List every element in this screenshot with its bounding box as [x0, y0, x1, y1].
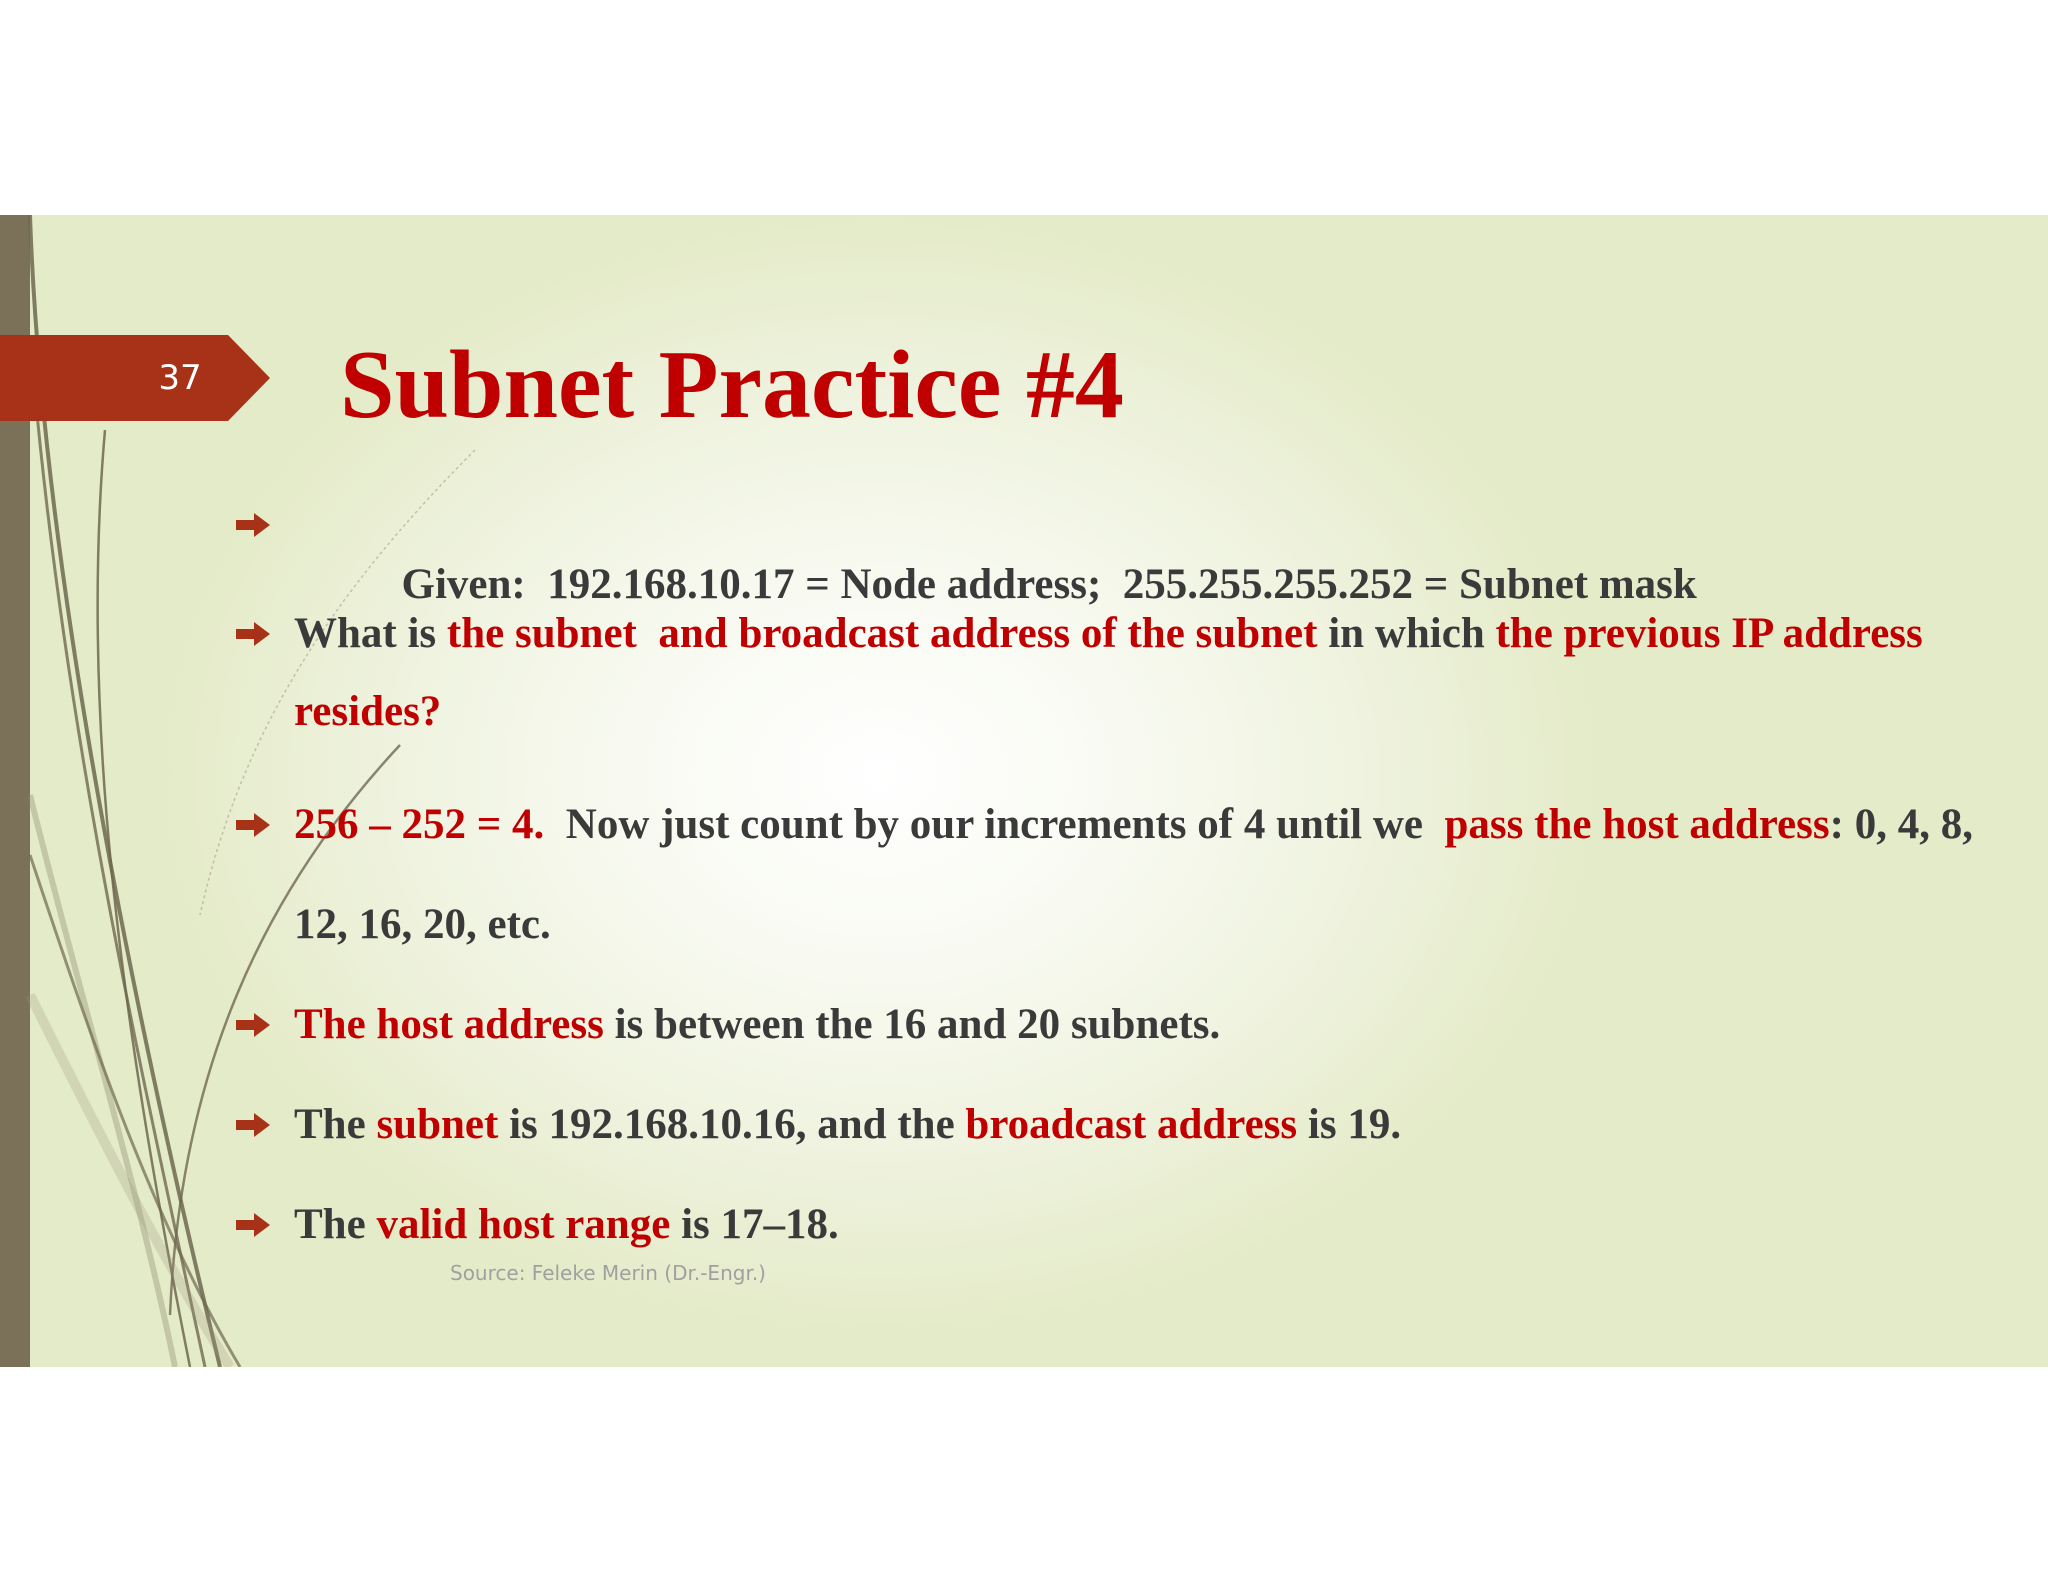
bullet-segment: What is	[294, 610, 447, 657]
bullet-text	[294, 975, 1994, 1075]
bullet-highlight: valid host range	[376, 1201, 671, 1248]
bullet-text	[294, 775, 1994, 975]
bullet-segment: is 19.	[1297, 1101, 1402, 1148]
bullet-text	[294, 1075, 1994, 1175]
bullet-item	[236, 1075, 1996, 1175]
slide-number: 37	[158, 358, 202, 398]
bullet-item	[236, 975, 1996, 1075]
bullet-segment: in which	[1317, 610, 1496, 657]
bullet-item	[236, 775, 1996, 975]
arrow-right-icon	[236, 513, 270, 537]
bullet-highlight: the previous IP address resides?	[294, 610, 1934, 735]
bullet-segment: is 192.168.10.16, and the	[498, 1101, 966, 1148]
slide	[0, 215, 2048, 1367]
source-credit: Source: Feleke Merin (Dr.-Engr.)	[450, 1261, 766, 1285]
bullet-item	[236, 1175, 1996, 1275]
bullet-highlight: the subnet and broadcast address of the subnet	[446, 610, 1318, 657]
arrow-right-icon	[236, 1013, 270, 1037]
bullet-item	[236, 495, 1996, 608]
bullet-segment: The	[294, 1201, 377, 1248]
bullet-segment: : 0, 4, 8, 12, 16, 20, etc.	[294, 801, 1984, 948]
bullet-highlight: The host address	[294, 1001, 604, 1048]
arrow-right-icon	[236, 1113, 270, 1137]
bullet-segment: The	[294, 1101, 377, 1148]
arrow-right-icon	[236, 1213, 270, 1237]
arrow-right-icon	[236, 622, 270, 646]
arrow-right-icon	[236, 813, 270, 837]
bullet-segment: is between the 16 and 20 subnets.	[603, 1001, 1221, 1048]
slide-title: Subnet Practice #4	[340, 331, 1124, 439]
bullet-highlight: pass the host address	[1444, 801, 1830, 848]
bullet-highlight: broadcast address	[965, 1101, 1298, 1148]
bullet-item	[236, 595, 1996, 755]
bullet-highlight: 256 – 252 = 4.	[294, 801, 545, 848]
bullet-segment: is 17–18.	[670, 1201, 839, 1248]
bullet-segment: Now just count by our increments of 4 until we	[544, 801, 1445, 848]
bullet-text	[294, 1175, 1994, 1275]
bullet-segment: Given: 192.168.10.17 = Node address; 255.255.255.252 = Subnet mask	[401, 561, 1697, 608]
bullet-text	[294, 595, 1994, 751]
bullet-highlight: subnet	[376, 1101, 499, 1148]
